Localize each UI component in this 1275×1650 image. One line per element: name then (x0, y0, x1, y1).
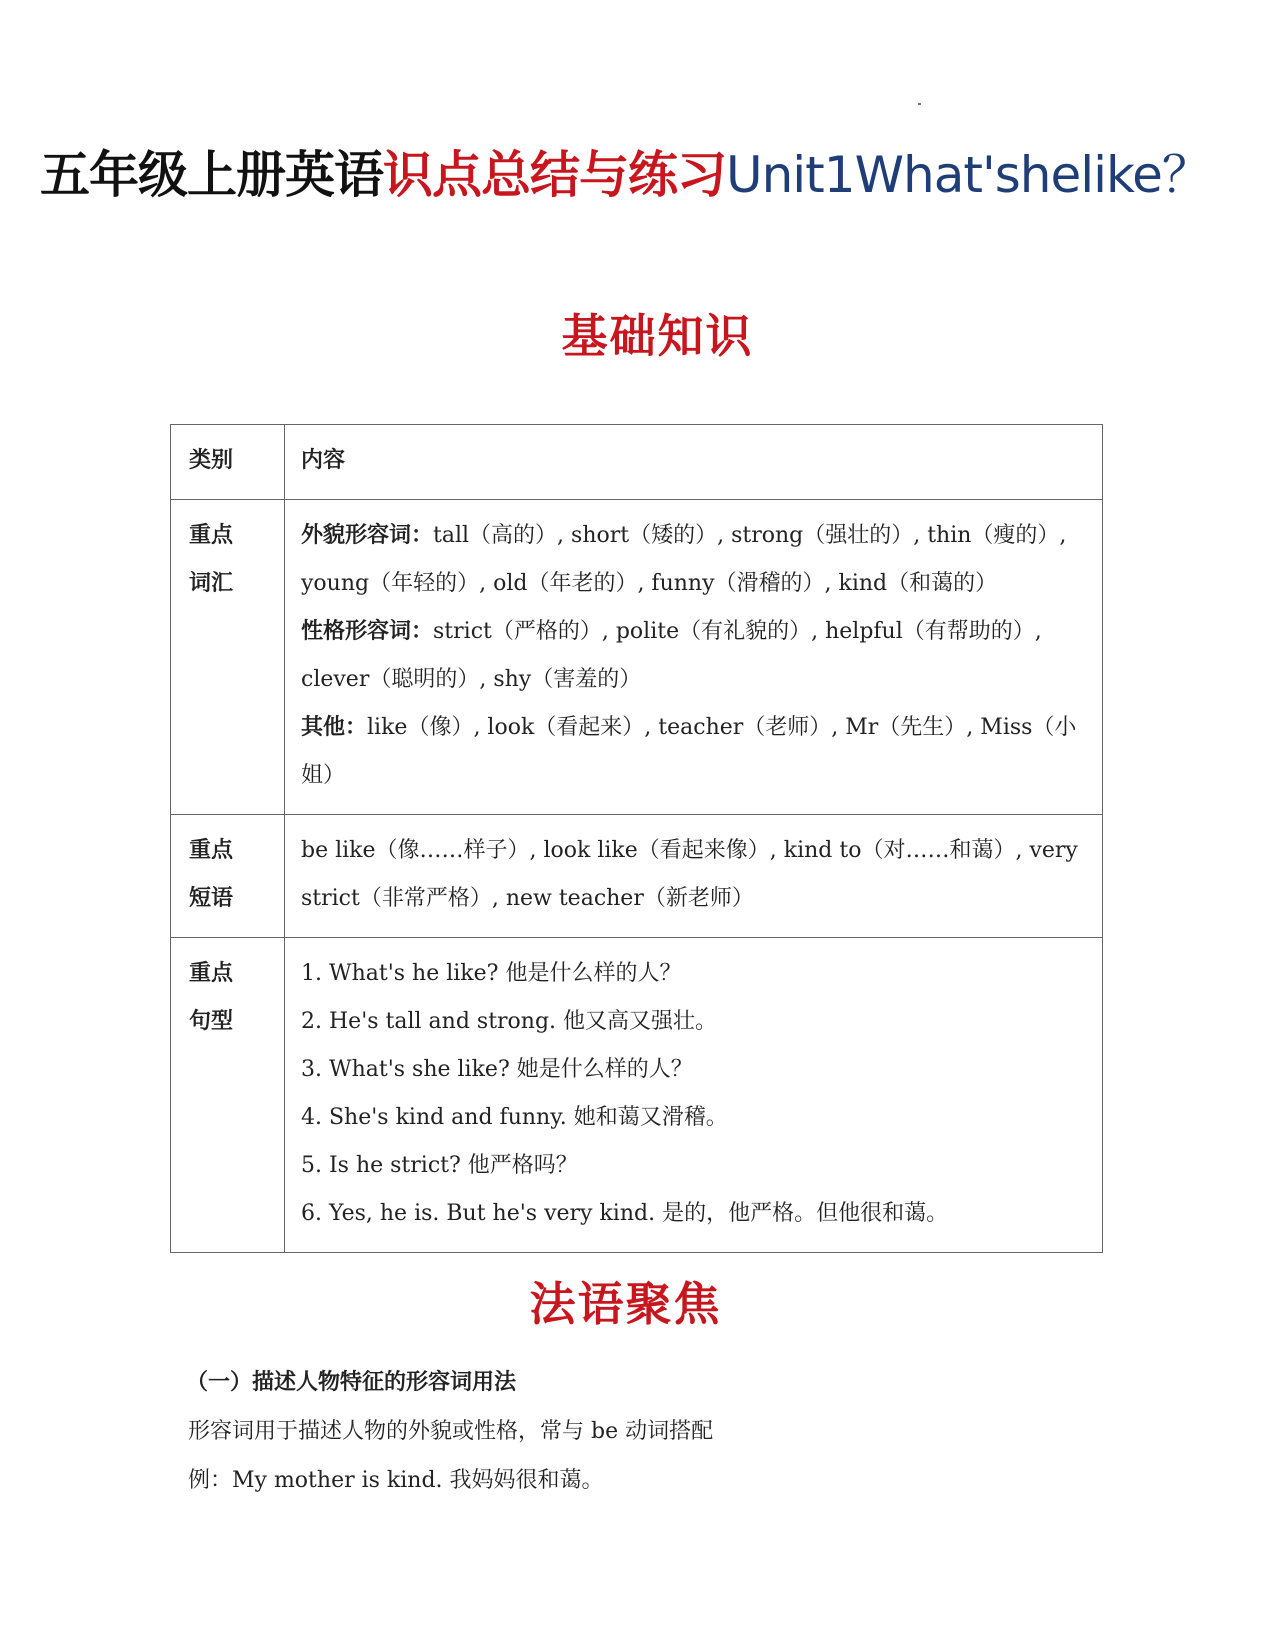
vocab-personality (301, 608, 1088, 704)
subheading-adjective-usage: （一）描述人物特征的形容词用法 (186, 1370, 517, 1395)
vocab-content (285, 500, 1103, 815)
table-row-sentences (171, 938, 1103, 1253)
page-title (40, 140, 1250, 210)
phrases-category-line2: 短语 (189, 886, 234, 911)
title-part-summary: 识点总结与练习 (383, 146, 726, 204)
sentence-item: 6. Yes, he is. But he's very kind. 是的，他严格。但他很和蔼。 (301, 1201, 949, 1226)
appearance-text: tall（高的）, short（矮的）, strong（强壮的）, thin（瘦的）, young（年轻的）, old（年老的）, funny（滑稽的）, kind（和蔼的） (301, 523, 1067, 596)
appearance-label: 外貌形容词： (301, 523, 434, 548)
sentence-item: 5. Is he strict? 他严格吗？ (301, 1153, 578, 1178)
table-row-phrases (171, 815, 1103, 938)
vocab-category-line1: 重点 (189, 523, 234, 548)
vocab-appearance (301, 512, 1088, 608)
paragraph-example: 例：My mother is kind. 我妈妈很和蔼。 (188, 1468, 604, 1493)
vocab-other (301, 704, 1088, 800)
vocab-category (171, 500, 285, 815)
paragraph-explanation: 形容词用于描述人物的外貌或性格，常与 be 动词搭配 (188, 1419, 714, 1444)
sentence-item: 1. What's he like? 他是什么样的人？ (301, 961, 682, 986)
section-heading-grammar: 法语聚焦 (529, 1277, 722, 1331)
section-heading-basics: 基础知识 (561, 309, 754, 363)
table-header-row (171, 425, 1103, 500)
other-label: 其他： (301, 715, 368, 740)
personality-text: strict（严格的）, polite（有礼貌的）, helpful（有帮助的）, clever（聪明的）, shy（害羞的） (301, 619, 1042, 692)
personality-label: 性格形容词： (301, 619, 434, 644)
knowledge-table (170, 424, 1103, 1253)
phrases-category-line1: 重点 (189, 838, 234, 863)
sentence-item: 3. What's she like? 她是什么样的人？ (301, 1057, 693, 1082)
vocab-category-line2: 词汇 (189, 571, 234, 596)
title-part-unit: Unit1What'shelike？ (726, 146, 1211, 204)
phrases-content: be like（像……样子）, look like（看起来像）, kind to（对……和蔼）, very strict（非常严格）, new teacher（新老师） (285, 815, 1103, 938)
other-text: like（像）, look（看起来）, teacher（老师）, Mr（先生）, Miss（小姐） (301, 715, 1077, 788)
sentence-item: 4. She's kind and funny. 她和蔼又滑稽。 (301, 1105, 728, 1130)
sentences-category (171, 938, 285, 1253)
table-row-vocab (171, 500, 1103, 815)
title-part-grade: 五年级上册英语 (40, 146, 383, 204)
header-category: 类别 (171, 425, 285, 500)
sentence-item: 2. He's tall and strong. 他又高又强壮。 (301, 1009, 718, 1034)
sentences-category-line1: 重点 (189, 961, 234, 986)
sentences-category-line2: 句型 (189, 1009, 234, 1034)
phrases-category (171, 815, 285, 938)
sentences-content (285, 938, 1103, 1253)
header-content: 内容 (285, 425, 1103, 500)
stray-dot (918, 103, 921, 105)
